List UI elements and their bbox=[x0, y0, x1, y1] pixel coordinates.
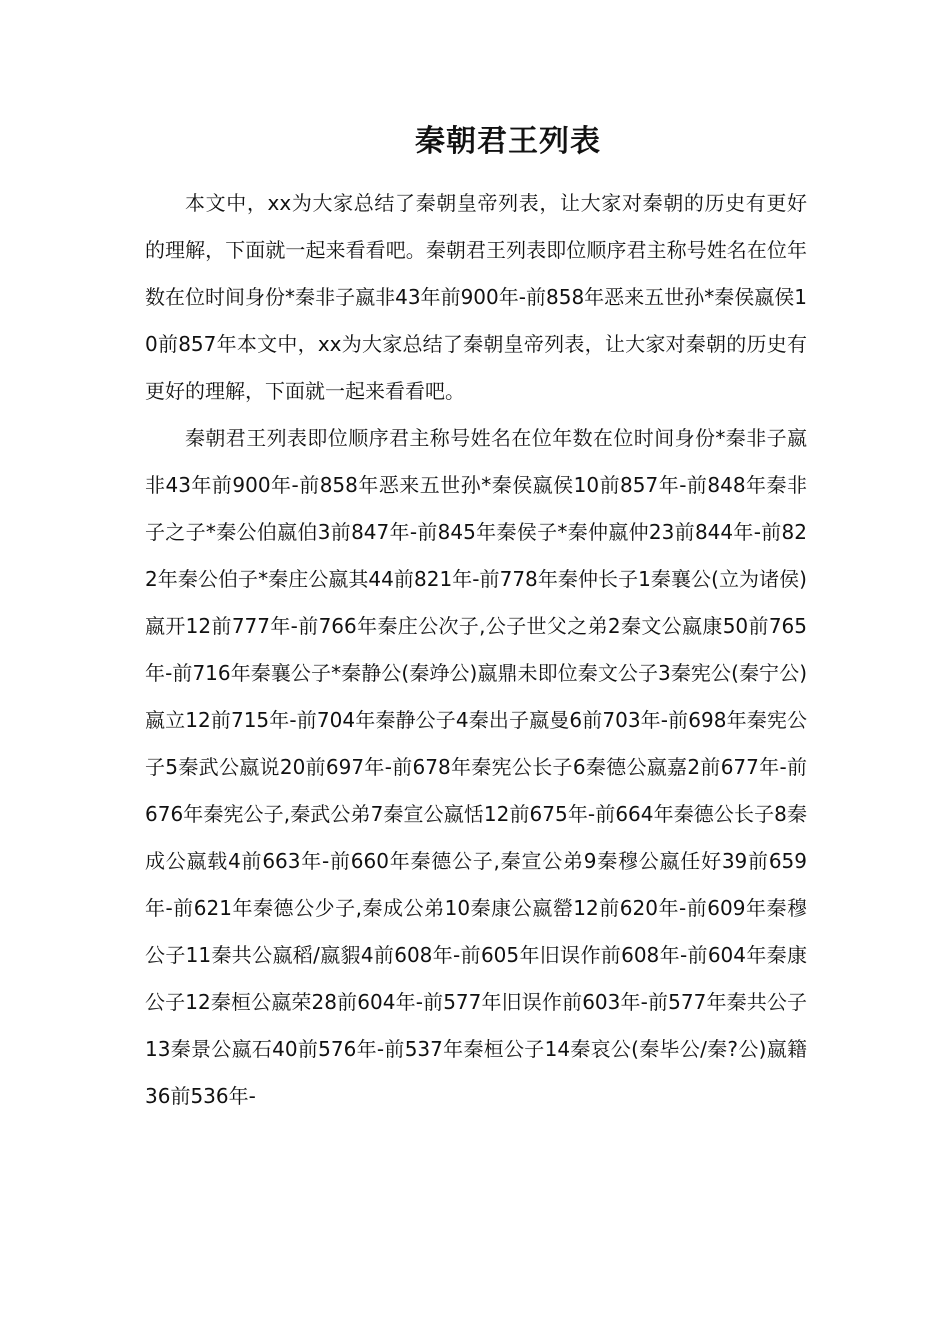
paragraph-intro: 本文中，xx为大家总结了秦朝皇帝列表，让大家对秦朝的历史有更好的理解，下面就一起来看看吧。秦朝君王列表即位顺序君主称号姓名在位年数在位时间身份*秦非子嬴非43年前900年-前858年恶来五世孙*秦侯嬴侯10前857年本文中，xx为大家总结了秦朝皇帝列表，让大家对秦朝的历史有更好的理解，下面就一起来看看吧。 bbox=[145, 191, 807, 403]
page-title: 秦朝君王列表 bbox=[415, 124, 601, 159]
paragraph-list: 秦朝君王列表即位顺序君主称号姓名在位年数在位时间身份*秦非子嬴非43年前900年-前858年恶来五世孙*秦侯嬴侯10前857年-前848年秦非子之子*秦公伯嬴伯3前847年-前845年秦侯子*秦仲嬴仲23前844年-前822年秦公伯子*秦庄公嬴其44前821年-前778年秦仲长子1秦襄公(立为诸侯)嬴开12前777年-前766年秦庄公次子,公子世父之弟2秦文公嬴康50前765年-前716年秦襄公子*秦静公(秦竫公)嬴鼎未即位秦文公子3秦宪公(秦宁公)嬴立12前715年-前704年秦静公子4秦出子嬴曼6前703年-前698年秦宪公子5秦武公嬴说20前697年-前678年秦宪公长子6秦德公嬴嘉2前677年-前676年秦宪公子,秦武公弟7秦宣公嬴恬12前675年-前664年秦德公长子8秦成公嬴载4前663年-前660年秦德公子,秦宣公弟9秦穆公嬴任好39前659年-前621年秦德公少子,秦成公弟10秦康公嬴罃12前620年-前609年秦穆公子11秦共公嬴稻/嬴貑4前608年-前605年旧误作前608年-前604年秦康公子12秦桓公嬴荣28前604年-前577年旧误作前603年-前577年秦共公子13秦景公嬴石40前576年-前537年秦桓公子14秦哀公(秦毕公/秦?公)嬴籍36前536年- bbox=[145, 426, 807, 1108]
document-body bbox=[145, 180, 807, 1120]
